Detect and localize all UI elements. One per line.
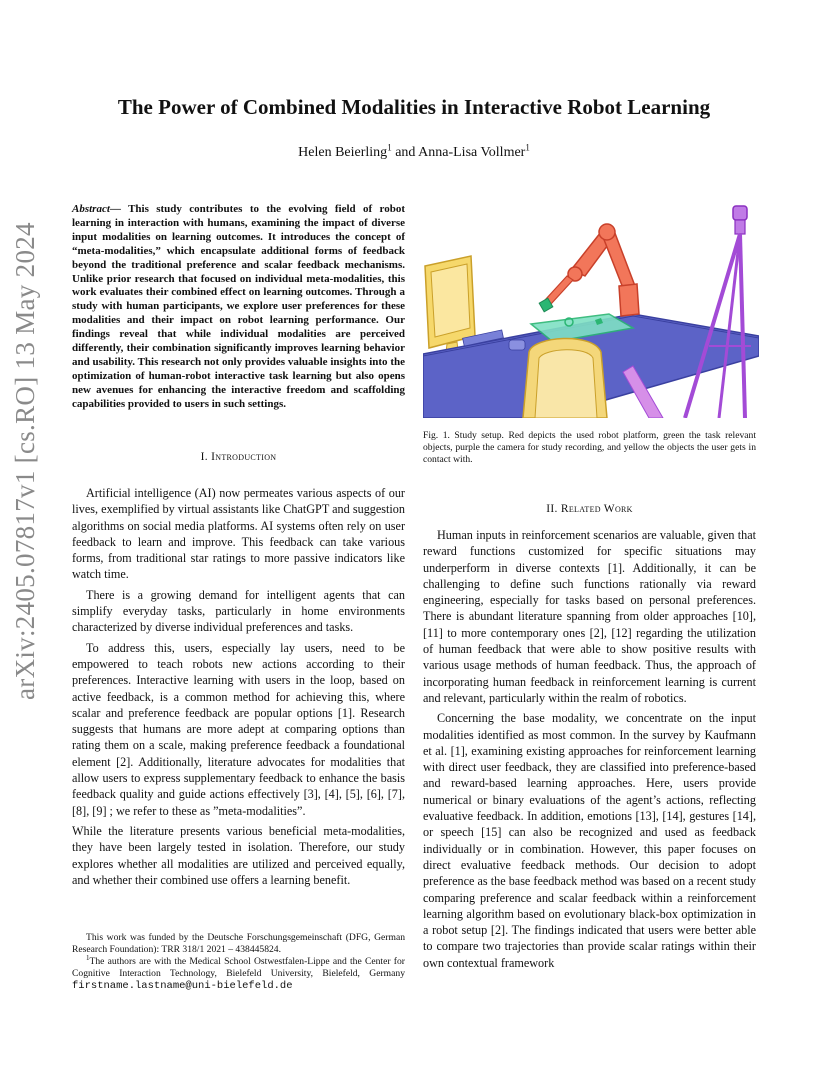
footnotes (72, 932, 405, 992)
affiliation-footnote (72, 953, 405, 992)
abstract-dash: — (109, 203, 121, 215)
arxiv-identifier: arXiv:2405.07817v1 [cs.RO] 13 May 2024 (10, 222, 40, 700)
section-heading-related-work (423, 501, 756, 517)
section-title: Introduction (211, 451, 277, 463)
author-name: Helen Beierling (298, 145, 388, 160)
funding-footnote: This work was funded by the Deutsche Forschungsgemeinschaft (DFG, German Research Foundation): TRR 318/1 2021 – 438445824. (72, 932, 405, 955)
author-list (60, 142, 768, 161)
paragraph: There is a growing demand for intelligent agents that can simplify everyday tasks, particularly in home environments characterized by diverse individual preferences and tasks. (72, 587, 405, 635)
section-number: II. (546, 503, 561, 515)
affiliation-mark: 1 (525, 142, 530, 153)
paragraph: To address this, users, especially lay users, need to be empowered to teach robots new actions according to their preferences. Interactive learning with users in the loop, based on active feedback, is a common method for achieving this, where scalar and preference feedback are popular options [1]. Research suggests that humans are more adept at comparing options than rating them on a scale, making preference feedback a foundational element [2]. Additionally, literature advocates for modalities that allow users to express supplementary feedback to enhance the basis feedback quality and guide actions effectively [3], [4], [5], [6], [7], [8], [9] ; we refer to these as ”meta-modalities”. (72, 640, 405, 818)
section-title: Related Work (560, 503, 633, 515)
camera-tripod-illustration (685, 206, 751, 418)
robot-arm-illustration (539, 224, 639, 316)
paragraph: While the literature presents various beneficial meta-modalities, they have been largely tested in isolation. Therefore, our study explores whether all modalities are utilized and perceived equally, and whether their combined use offers a learning benefit. (72, 823, 405, 887)
affiliation-mark: 1 (387, 142, 392, 153)
email-address: firstname.lastname@uni-bielefeld.de (72, 980, 293, 992)
footnote-mark: 1 (86, 953, 90, 962)
affiliation-text: The authors are with the Medical School Ostwestfalen-Lippe and the Center for Cognitive Interaction Technology, Bielefeld University, Bielefeld, Germany (72, 956, 405, 979)
paragraph: Concerning the base modality, we concentrate on the input modalities identified as most common. In the survey by Kaufmann et al. [1], examining existing approaches for reinforcement learning with direct user feedback, they are classified into preference-based and reward-based learning approaches. Here, users provide numerical or binary evaluations of the agent’s actions, reflecting evaluative feedback. In addition, emotions [13], [14], gestures [14], or speech [15] can also be recognized and used as feedback individually or in combination. However, this paper focuses on direct evaluative feedback methods. Our decision to adopt preference as the base feedback method was based on a recent study comparing preference and scalar feedback within a reinforcement learning algorithm based on evolutionary black-box optimization in a robot setup [2]. The findings indicated that users were better able to compare two trajectories than provide scalar ratings within their own contextual framework (423, 711, 756, 970)
author-name: Anna-Lisa Vollmer (418, 145, 526, 160)
related-work-body (423, 527, 756, 975)
abstract-label: Abstract (72, 203, 110, 215)
introduction-body (72, 485, 405, 892)
author-conjunction: and (391, 145, 419, 160)
study-setup-illustration (423, 196, 759, 418)
paragraph: Artificial intelligence (AI) now permeates various aspects of our lives, exemplified by virtual assistants like ChatGPT and suggestion algorithms on social media platforms. AI systems often rely on user feedback to learn and improve. This feedback can take various forms, from traditional star ratings to more passive indicators like watch time. (72, 486, 405, 582)
study-setup-figure (423, 196, 759, 418)
paper-title: The Power of Combined Modalities in Interactive Robot Learning (117, 95, 711, 119)
section-number: I. (200, 451, 212, 463)
abstract-text: This study contributes to the evolving field of robot learning in interaction with humans, examining the impact of diverse input modalities on learning outcomes. It introduces the concept of “meta-modalities,” which encapsulate additional forms of feedback beyond the traditional preference and scalar feedback mechanisms. Unlike prior research that focused on individual meta-modalities, this work evaluates their combined effect on learning outcomes. Through a study with human participants, we explore user preferences for these modalities and their impact on robot learning performance. Our findings reveal that while individual modalities are perceived differently, their combination significantly improves learning behavior and usability. This research not only provides valuable insights into the optimization of human-robot interactive task learning but also opens new avenues for enhancing the interactive freedom and scaffolding capabilities provided to users in such settings. (72, 203, 405, 410)
paragraph: Human inputs in reinforcement scenarios are valuable, given that reward functions customized for specific situations may underperform in diverse contexts [1]. Additionally, it can be challenging to define such functions rationally via reward engineering, especially for tasks based on personal preferences. There is abundant literature spanning from older approaches [10], [11] to more contemporary ones [2], [12] regarding the utilization of human feedback that were able to show positive results with various usage methods of human feedback. Thus, the approach of incorporating human feedback in reinforcement learning is current and relevant, particularly within the realm of robotics. (423, 528, 756, 705)
section-heading-introduction (72, 449, 405, 465)
figure-caption: Fig. 1. Study setup. Red depicts the used robot platform, green the task relevant objects, purple the camera for study recording, and yellow the objects the user gets in contact with. (423, 430, 756, 465)
abstract (72, 203, 405, 412)
